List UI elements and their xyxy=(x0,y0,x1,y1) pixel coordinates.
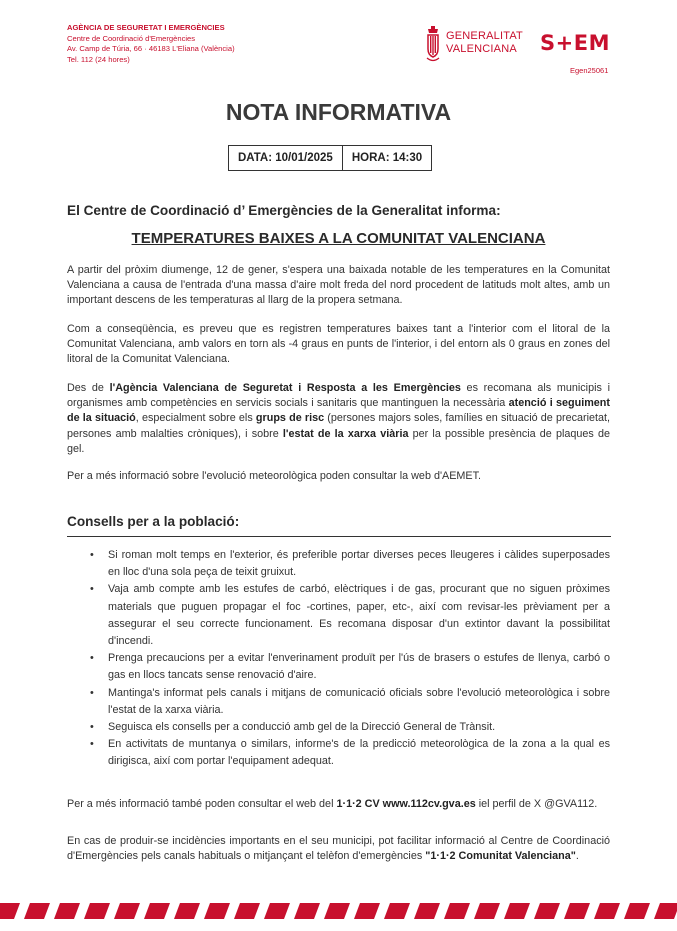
centre-name: Centre de Coordinació d'Emergències xyxy=(67,33,196,43)
footer-stripes xyxy=(0,903,677,919)
bullet-icon: • xyxy=(90,583,94,596)
stripe-segment xyxy=(654,903,677,919)
paragraph-4: Per a més informació sobre l'evolució meteorològica poden consultar la web d'AEMET. xyxy=(67,470,482,482)
date-label: DATA: 10/01/2025 xyxy=(238,152,333,164)
stripe-segment xyxy=(114,903,140,919)
bullet-icon: • xyxy=(90,738,94,751)
document-code: Egen25061 xyxy=(570,66,609,75)
paragraph-5: Per a més informació també poden consultar el web del 1·1·2 CV www.112cv.gva.es iel perfil de X @GVA112. xyxy=(67,798,598,810)
stripe-segment xyxy=(594,903,620,919)
heading-divider xyxy=(67,536,611,537)
advice-heading: Consells per a la població: xyxy=(67,514,240,529)
address: Av. Camp de Túria, 66 · 46183 L'Eliana (València) xyxy=(67,44,235,54)
time-label: HORA: 14:30 xyxy=(342,146,431,170)
stripe-segment xyxy=(354,903,380,919)
stripe-segment xyxy=(84,903,110,919)
stripe-segment xyxy=(504,903,530,919)
list-item: • Mantinga's informat pels canals i mitjans de comunicació oficials sobre l'evolució meteorològica i sobre l'estat de la xarxa viària. xyxy=(90,686,610,716)
list-item: • Prenga precaucions per a evitar l'enverinament produït per l'ús de brasers o estufes de llenya, carbó o gas en llocs tancats sense renovació d'aire. xyxy=(90,652,610,682)
stripe-segment xyxy=(294,903,320,919)
stripe-segment xyxy=(174,903,200,919)
paragraph-1: A partir del pròxim diumenge, 12 de gener, s'espera una baixada notable de les temperatures en la Comunitat Valenciana a causa de l'entrada d'una massa d'aire molt freda del nord procedent de latituds molt altes, amb un important descens de les temperaturas al llarg de la propera setmana. xyxy=(67,264,610,307)
generalitat-logo xyxy=(424,25,524,65)
stripe-segment xyxy=(564,903,590,919)
stripe-segment xyxy=(324,903,350,919)
bullet-icon: • xyxy=(90,549,94,561)
list-item: • Seguisca els consells per a conducció amb gel de la Direcció General de Trànsit. xyxy=(90,719,610,736)
coat-of-arms-icon xyxy=(424,25,442,63)
agency-name: AGÈNCIA DE SEGURETAT I EMERGÈNCIES xyxy=(67,23,225,32)
stripe-segment xyxy=(414,903,440,919)
header-address xyxy=(67,23,235,65)
bullet-icon: • xyxy=(90,686,94,699)
paragraph-6: En cas de produir-se incidències importants en el seu municipi, pot facilitar informació al Centre de Coordinació d'Emergències pels canals habituals o mitjançant el telèfon d'emergències "1·1·2 Comunitat Valenciana". xyxy=(67,835,610,863)
stripe-segment xyxy=(234,903,260,919)
gva-line2: VALENCIANA xyxy=(446,43,517,55)
bullet-icon: • xyxy=(90,721,94,734)
stripe-segment xyxy=(144,903,170,919)
paragraph-2: Com a conseqüència, es preveu que es registren temperatures baixes tant a l'interior com el litoral de la Comunitat Valenciana, amb valors en torn als -4 graus en punts de l'interior, i del entorn als 0 graus en zones del litoral de la Comunitat Valenciana. xyxy=(67,323,610,366)
sem-logo: S+EM xyxy=(540,31,610,55)
stripe-segment xyxy=(24,903,50,919)
list-item: • Si roman molt temps en l'exterior, és preferible portar diverses peces lleugeres i càlides superposades en lloc d'una sola peça de teixit gruixut. xyxy=(90,549,610,579)
stripe-segment xyxy=(54,903,80,919)
stripe-segment xyxy=(384,903,410,919)
list-item: • Vaja amb compte amb les estufes de carbó, elèctriques i de gas, procurant que no siguen pròximes materials que puguen propagar el foc -cortines, paper, etc-, així com revisar-les prèviament per a assegurar el seu correcte funcionament. Es recomana disposar d'un extintor davant la possibilitat d'incendi. xyxy=(90,583,610,648)
date-time-box xyxy=(228,145,432,171)
list-item: • En activitats de muntanya o similars, informe's de la predicció meteorològica de la zona a la qual es dirigisca, així com portar l'equipament adequat. xyxy=(90,738,610,768)
gva-line1: GENERALITAT xyxy=(446,30,523,42)
paragraph-3: Des de l'Agència Valenciana de Seguretat i Resposta a les Emergències es recomana als municipis i organismes amb competències en servicis socials i sanitaris que mantinguen la necessària atenció i seguiment de la situació, especialment sobre els grups de risc (persones majors soles, famílies en situació de precarietat, persones amb malalties cròniques), i sobre l'estat de la xarxa viària per la possible presència de plaques de gel. xyxy=(67,382,611,455)
bullet-icon: • xyxy=(90,652,94,665)
stripe-segment xyxy=(534,903,560,919)
stripe-segment xyxy=(474,903,500,919)
stripe-segment xyxy=(624,903,650,919)
inform-heading: El Centre de Coordinació d’ Emergències de la Generalitat informa: xyxy=(67,203,501,218)
advice-list xyxy=(90,547,610,771)
phone: Tel. 112 (24 hores) xyxy=(67,54,130,64)
stripe-segment xyxy=(444,903,470,919)
generalitat-wordmark xyxy=(446,30,523,56)
stripe-segment xyxy=(264,903,290,919)
page-title: NOTA INFORMATIVA xyxy=(225,99,452,125)
notice-subtitle: TEMPERATURES BAIXES A LA COMUNITAT VALENCIANA xyxy=(131,230,546,247)
web-link[interactable]: 1·1·2 CV www.112cv.gva.es xyxy=(336,798,476,810)
stripe-segment xyxy=(0,903,20,919)
stripe-segment xyxy=(204,903,230,919)
